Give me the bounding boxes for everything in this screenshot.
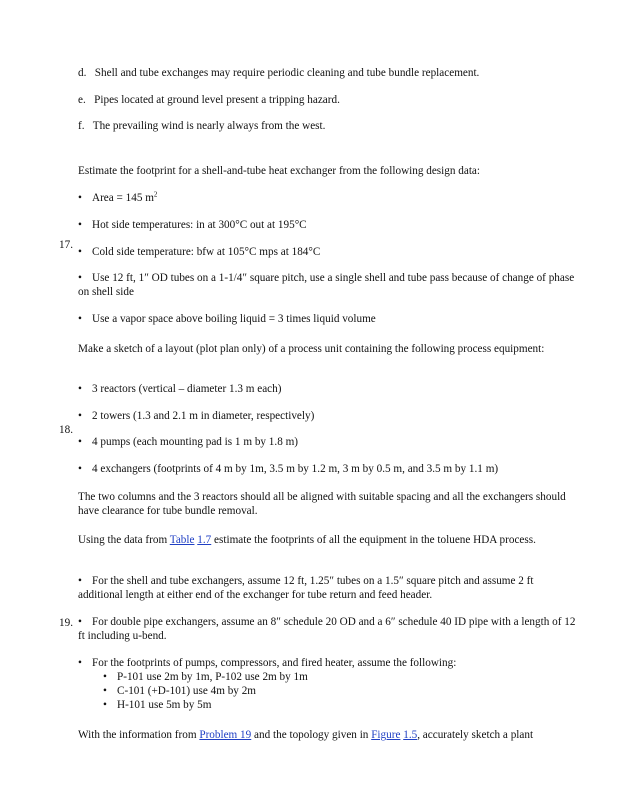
problem-19-bullet-double-pipe (78, 615, 578, 643)
problem-number: 19. (59, 617, 73, 629)
list-item-letter: e. (78, 94, 86, 106)
problem-17-bullet-area (78, 191, 578, 205)
bullet-text: Hot side temperatures: in at 300°C out at 195°C (92, 219, 307, 231)
problem-link[interactable]: Problem 19 (199, 729, 252, 741)
bullet-icon: • (103, 685, 107, 697)
sub-list-item (103, 698, 308, 712)
table-number-link[interactable]: 1.7 (197, 534, 212, 546)
sub-bullet-text: H-101 use 5m by 5m (117, 699, 212, 711)
problem-18-bullet-exchangers (78, 462, 578, 476)
bullet-text: 4 exchangers (footprints of 4 m by 1m, 3.5 m by 1.2 m, 3 m by 0.5 m, and 3.5 m by 1.1 m) (92, 463, 499, 475)
problem-18-bullet-reactors (78, 382, 578, 396)
bullet-text: Use a vapor space above boiling liquid = 3 times liquid volume (92, 313, 376, 325)
intro-text: and the topology given in (251, 729, 372, 741)
intro-text: Using the data from (78, 534, 170, 546)
bullet-text: 4 pumps (each mounting pad is 1 m by 1.8 m) (92, 436, 299, 448)
bullet-icon: • (78, 272, 82, 284)
sub-list-item (103, 670, 308, 684)
problem-19-bullet-shell-tube (78, 574, 578, 602)
bullet-icon: • (78, 436, 82, 448)
problem-18-closing: The two columns and the 3 reactors should all be aligned with suitable spacing and all the exchangers should have clearance for tube bundle removal. (78, 491, 566, 517)
list-item-text: Pipes located at ground level present a tripping hazard. (94, 94, 340, 106)
bullet-icon: • (78, 657, 82, 669)
bullet-text: 3 reactors (vertical – diameter 1.3 m each) (92, 383, 282, 395)
list-item-letter: d. (78, 67, 87, 79)
sub-bullet-text: P-101 use 2m by 1m, P-102 use 2m by 1m (117, 671, 308, 683)
bullet-icon: • (78, 463, 82, 475)
bullet-text: For double pipe exchangers, assume an 8″ schedule 20 OD and a 6″ schedule 40 ID pipe with a length of 12 ft including u-bend. (78, 616, 576, 642)
problem-17-bullet-hot (78, 218, 578, 232)
figure-number-link[interactable]: 1.5 (403, 729, 418, 741)
bullet-icon: • (78, 219, 82, 231)
superscript: 2 (153, 190, 158, 199)
bullet-text: Area = 145 m (92, 192, 154, 204)
sub-bullet-text: C-101 (+D-101) use 4m by 2m (117, 685, 256, 697)
list-item-e (78, 93, 578, 107)
problem-18-bullet-pumps (78, 435, 578, 449)
problem-18-bullet-towers (78, 409, 578, 423)
bullet-icon: • (78, 575, 82, 587)
intro-text: estimate the footprints of all the equipment in the toluene HDA process. (211, 534, 536, 546)
bullet-icon: • (78, 313, 82, 325)
list-item-letter: f. (78, 120, 85, 132)
list-item-d (78, 66, 578, 80)
problem-17-bullet-vapor (78, 312, 578, 326)
problem-19-intro (78, 533, 578, 547)
bullet-icon: • (78, 246, 82, 258)
bullet-icon: • (103, 671, 107, 683)
figure-link[interactable]: Figure (371, 729, 401, 741)
problem-17-bullet-tubes (78, 271, 578, 299)
bullet-text: For the shell and tube exchangers, assume 12 ft, 1.25″ tubes on a 1.5″ square pitch and assume 2 ft additional length at either end of the exchanger for tube return and feed header. (78, 575, 534, 601)
problem-number: 17. (59, 239, 73, 251)
list-item-text: Shell and tube exchanges may require periodic cleaning and tube bundle replacement. (94, 67, 480, 79)
bullet-icon: • (103, 699, 107, 711)
bullet-icon: • (78, 192, 82, 204)
list-item-f (78, 119, 578, 133)
bullet-icon: • (78, 616, 82, 628)
bullet-text: For the footprints of pumps, compressors, and fired heater, assume the following: (92, 657, 457, 669)
problem-19-bullet-footprints (78, 656, 578, 670)
problem-number: 18. (59, 424, 73, 436)
problem-19-sub-list (103, 670, 308, 712)
intro-text: With the information from (78, 729, 200, 741)
bullet-icon: • (78, 410, 82, 422)
bullet-icon: • (78, 383, 82, 395)
sub-list-item (103, 684, 308, 698)
problem-18-intro: Make a sketch of a layout (plot plan only) of a process unit containing the following process equipment: (78, 343, 545, 355)
problem-17-bullet-cold (78, 245, 578, 259)
table-link[interactable]: Table (169, 534, 195, 546)
bullet-text: Cold side temperature: bfw at 105°C mps at 184°C (92, 246, 321, 258)
intro-text: , accurately sketch a plant (417, 729, 534, 741)
bullet-text: Use 12 ft, 1″ OD tubes on a 1-1/4″ square pitch, use a single shell and tube pass because of change of phase on shell side (78, 272, 575, 298)
problem-20-intro (78, 728, 578, 742)
list-item-text: The prevailing wind is nearly always from the west. (92, 120, 326, 132)
bullet-text: 2 towers (1.3 and 2.1 m in diameter, respectively) (92, 410, 315, 422)
problem-17-intro: Estimate the footprint for a shell-and-tube heat exchanger from the following design data: (78, 165, 480, 177)
